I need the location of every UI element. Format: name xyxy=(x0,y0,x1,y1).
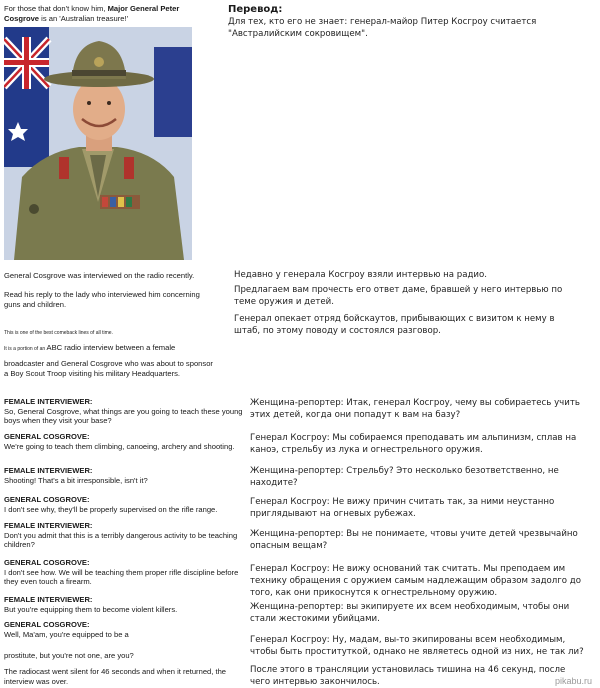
dialogue-text: Well, Ma'am, you're equipped to be a xyxy=(4,629,129,639)
speaker-label: GENERAL COSGROVE: xyxy=(4,495,90,504)
dialogue-text: But you're equipping them to become violent killers. xyxy=(4,604,178,614)
best-comeback-line: This is one of the best comeback lines of all time. xyxy=(4,330,113,336)
ru-dialogue-5: Женщина-репортер: Вы не понимаете, чтовы учите детей чрезвычайно опасным вещам? xyxy=(250,529,578,551)
prostitute-line: prostitute, but you're not one, are you? xyxy=(4,651,134,660)
ru-radio: Недавно у генерала Косгроу взяли интервью на радио. xyxy=(234,270,488,280)
broadcaster-line: broadcaster and General Cosgrove who was about to sponsor a Boy Scout Troop visiting his military Headquarters. xyxy=(4,359,213,378)
portion-pre: It is a portion of an xyxy=(4,346,47,352)
en-dialogue-2 xyxy=(4,432,249,451)
ru-dialogue-8: Генерал Косгроу: Ну, мадам, вы-то экипированы всем необходимым, чтобы быть проституткой, однако не являетесь одной из них, не так ли? xyxy=(250,635,584,657)
speaker-label: FEMALE INTERVIEWER: xyxy=(4,466,93,475)
en-dialogue-4 xyxy=(4,495,249,514)
ru-intro: Для тех, кто его не знает: генерал-майор Питер Косгроу считается "Австралийским сокровищем". xyxy=(228,17,537,39)
ru-ending: После этого в трансляции установилась тишина на 46 секунд, после чего интервью закончилось. xyxy=(250,665,566,687)
speaker-label: GENERAL COSGROVE: xyxy=(4,620,90,629)
portion-post: ABC radio interview between a female xyxy=(46,343,176,352)
read-line: Read his reply to the lady who interviewed him concerning guns and children. xyxy=(4,290,200,309)
en-dialogue-1 xyxy=(4,397,249,426)
radio-line: General Cosgrove was interviewed on the radio recently. xyxy=(4,271,195,280)
ru-troop: Генерал опекает отряд бойскаутов, прибывающих с визитом к нему в штаб, по этому поводу и состоялся разговор. xyxy=(234,314,555,336)
speaker-label: FEMALE INTERVIEWER: xyxy=(4,397,93,406)
translation-heading: Перевод: xyxy=(228,4,283,15)
dialogue-text: So, General Cosgrove, what things are you going to teach these young boys when they visit your base? xyxy=(4,406,243,426)
en-dialogue-7 xyxy=(4,595,249,614)
en-dialogue-6 xyxy=(4,558,249,587)
ru-dialogue-7: Женщина-репортер: вы экипируете их всем необходимым, чтобы они стали жестокими убийцами. xyxy=(250,602,570,624)
en-dialogue-5 xyxy=(4,521,249,550)
en-dialogue-3 xyxy=(4,466,249,485)
speaker-label: GENERAL COSGROVE: xyxy=(4,558,90,567)
watermark: pikabu.ru xyxy=(554,676,592,686)
ending-line: The radiocast went silent for 46 seconds and when it returned, the interview was over. xyxy=(4,667,227,686)
dialogue-text: We're going to teach them climbing, canoeing, archery and shooting. xyxy=(4,441,235,451)
intro-text xyxy=(4,4,194,23)
portion-line xyxy=(4,343,219,353)
general-photo xyxy=(4,27,192,260)
speaker-label: FEMALE INTERVIEWER: xyxy=(4,521,93,530)
speaker-label: GENERAL COSGROVE: xyxy=(4,432,90,441)
ru-dialogue-6: Генерал Косгроу: Не вижу оснований так считать. Мы преподаем им технику обращения с оружием самым надлежащим образом задолго до того, как они прикоснутся к огнестрельному оружию. xyxy=(250,564,581,598)
intro-name: Major General Peter Cosgrove xyxy=(4,4,180,23)
intro-post: is an 'Australian treasure!' xyxy=(39,13,129,23)
en-dialogue-8 xyxy=(4,620,249,639)
ru-dialogue-1: Женщина-репортер: Итак, генерал Косгроу, чему вы собираетесь учить этих детей, когда они попадут к вам на базу? xyxy=(250,398,580,420)
ru-dialogue-3: Женщина-репортер: Стрельбу? Это несколько безответственно, не находите? xyxy=(250,466,559,488)
dialogue-text: I don't see how. We will be teaching them proper rifle discipline before they even touch a firearm. xyxy=(4,567,239,587)
dialogue-text: Don't you admit that this is a terribly dangerous activity to be teaching children? xyxy=(4,530,238,550)
general-portrait-illustration xyxy=(4,27,192,260)
ru-dialogue-2: Генерал Косгроу: Мы собираемся преподавать им альпинизм, сплав на каноэ, стрельбу из лука и огнестрельного оружия. xyxy=(250,433,577,455)
ru-read: Предлагаем вам прочесть его ответ даме, бравшей у него интервью по теме оружия и детей. xyxy=(234,285,563,307)
intro-pre: For those that don't know him, xyxy=(4,4,108,13)
ru-dialogue-4: Генерал Косгроу: Не вижу причин считать так, за ними неустанно приглядывают на огневых рубежах. xyxy=(250,497,555,519)
speaker-label: FEMALE INTERVIEWER: xyxy=(4,595,93,604)
dialogue-text: I don't see why, they'll be properly supervised on the rifle range. xyxy=(4,504,218,514)
dialogue-text: Shooting! That's a bit irresponsible, isn't it? xyxy=(4,475,148,485)
